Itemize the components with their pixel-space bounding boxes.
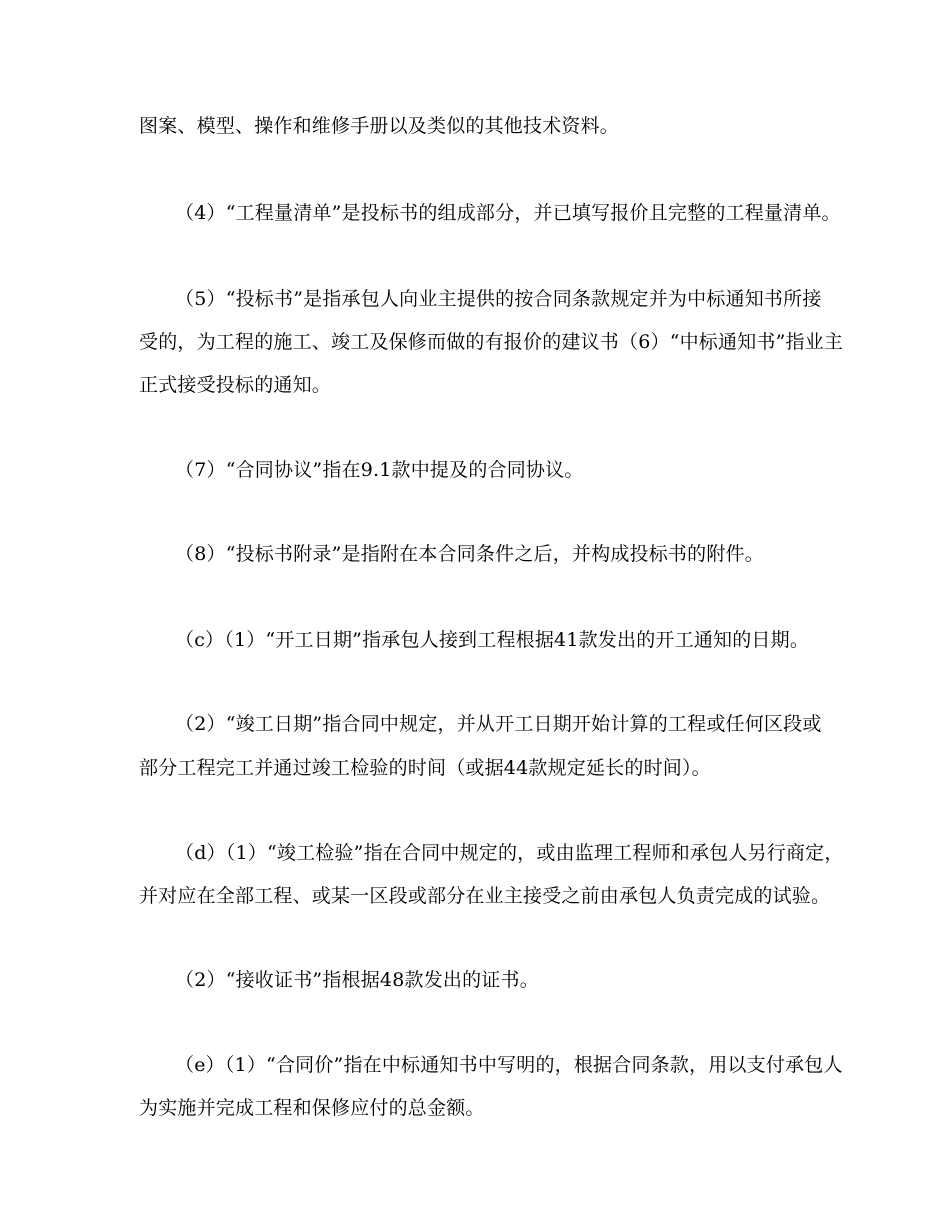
paragraph-line: （e）（1）“合同价”指在中标通知书中写明的，根据合同条款，用以支付承包人 — [175, 1054, 843, 1076]
paragraph-line: 受的，为工程的施工、竣工及保修而做的有报价的建议书（6）“中标通知书”指业主 — [139, 331, 844, 353]
paragraph-line: （5）“投标书”是指承包人向业主提供的按合同条款规定并为中标通知书所接 — [175, 288, 822, 310]
paragraph-line: （c）（1）“开工日期”指承包人接到工程根据41款发出的开工通知的日期。 — [175, 629, 810, 651]
paragraph-line: （4）“工程量清单”是投标书的组成部分，并已填写报价且完整的工程量清单。 — [175, 202, 841, 224]
paragraph-line: 部分工程完工并通过竣工检验的时间（或据44款规定延长的时间）。 — [139, 757, 711, 779]
paragraph-line: （d）（1）“竣工检验”指在合同中规定的，或由监理工程师和承包人另行商定， — [175, 842, 844, 864]
paragraph-line: （2）“接收证书”指根据48款发出的证书。 — [175, 969, 539, 991]
paragraph-line: 图案、模型、操作和维修手册以及类似的其他技术资料。 — [139, 115, 620, 137]
paragraph-line: 正式接受投标的通知。 — [139, 374, 332, 396]
paragraph-line: （7）“合同协议”指在9.1款中提及的合同协议。 — [175, 459, 584, 481]
paragraph-line: 并对应在全部工程、或某一区段或部分在业主接受之前由承包人负责完成的试验。 — [139, 885, 831, 907]
paragraph-line: （8）“投标书附录”是指附在本合同条件之后，并构成投标书的附件。 — [175, 543, 764, 565]
paragraph-line: 为实施并完成工程和保修应付的总金额。 — [139, 1097, 485, 1119]
paragraph-line: （2）“竣工日期”指合同中规定，并从开工日期开始计算的工程或任何区段或 — [175, 713, 822, 735]
